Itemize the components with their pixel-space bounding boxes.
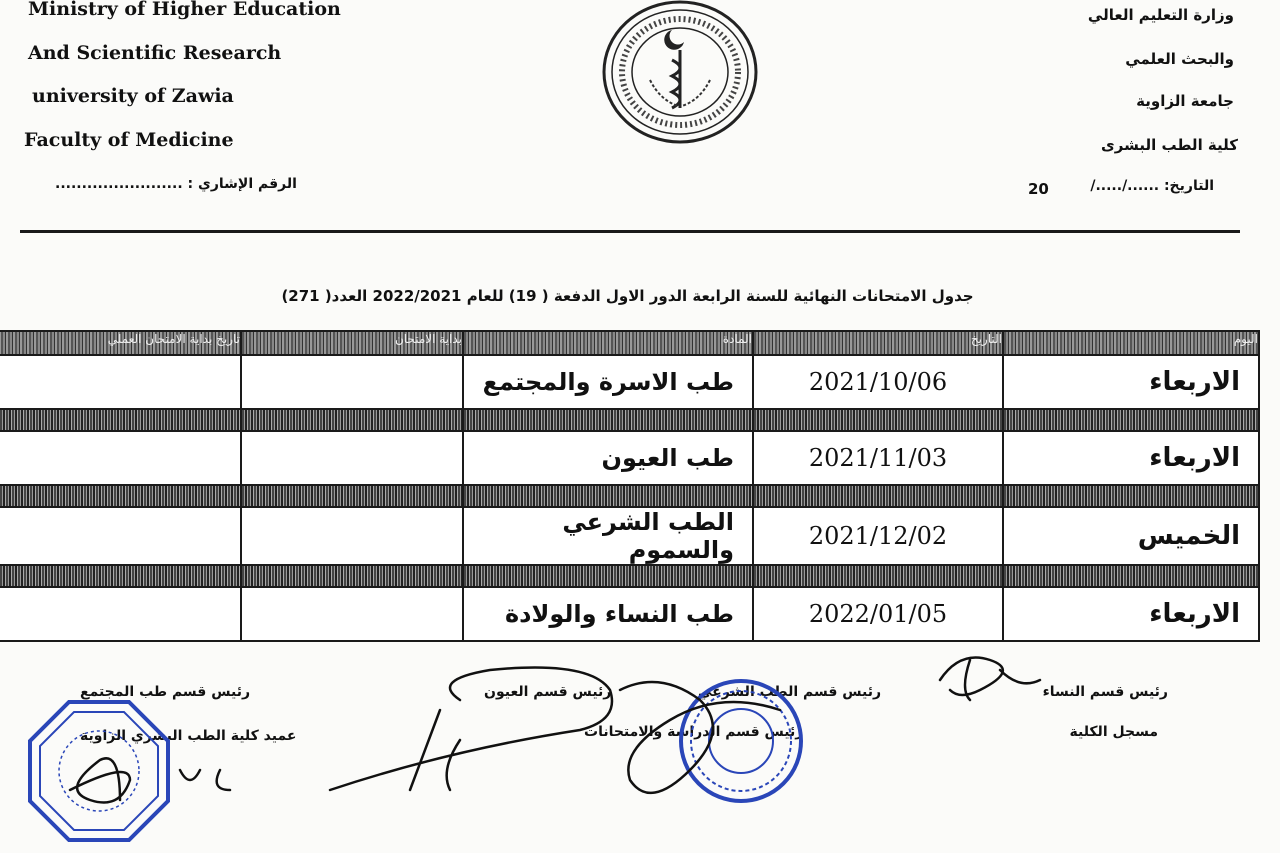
table-row (0, 355, 1259, 409)
column-header-practical: تاريخ بداية الامتحان العملي (0, 331, 241, 355)
column-header-day: اليوم (1003, 331, 1259, 355)
row-practical (0, 355, 241, 409)
header-ar-ministry: وزارة التعليم العالي (1087, 6, 1234, 24)
exam-schedule-table (0, 330, 1260, 642)
row-subject: طب الاسرة والمجتمع (463, 355, 753, 409)
header-ar-research: والبحث العلمي (1125, 50, 1234, 68)
header-en-university: university of Zawia (32, 85, 234, 107)
header-en-research: And Scientific Research (28, 42, 282, 64)
row-separator (0, 485, 1259, 507)
row-start (241, 355, 463, 409)
row-start (241, 431, 463, 485)
dean-label: عميد كلية الطب البشري الزاوية (80, 728, 297, 744)
row-separator (0, 409, 1259, 431)
registrar-label: مسجل الكلية (1069, 724, 1158, 740)
row-subject: طب النساء والولادة (463, 587, 753, 641)
row-practical (0, 587, 241, 641)
row-subject: الطب الشرعي والسموم (463, 507, 753, 565)
handwritten-signatures-icon (0, 640, 1280, 853)
column-header-date: التاريخ (753, 331, 1003, 355)
row-date: 2021/10/06 (753, 355, 1003, 409)
row-separator (0, 565, 1259, 587)
row-practical (0, 507, 241, 565)
table-header-row (0, 331, 1259, 355)
column-header-start: بداية الامتحان (241, 331, 463, 355)
row-day: الاربعاء (1003, 431, 1259, 485)
header-ar-faculty: كلية الطب البشرى (1100, 136, 1238, 154)
row-practical (0, 431, 241, 485)
column-header-subject: المادة (463, 331, 753, 355)
forensic-head-label: رئيس قسم الطب الشرعي (698, 684, 882, 700)
row-date: 2021/11/03 (753, 431, 1003, 485)
reference-number: الرقم الإشاري : ........................ (55, 176, 297, 192)
header-en-ministry: Ministry of Higher Education (28, 0, 341, 20)
row-day: الاربعاء (1003, 355, 1259, 409)
university-seal-icon (600, 0, 760, 150)
row-start (241, 507, 463, 565)
eye-head-label: رئيس قسم العيون (484, 684, 612, 700)
date-field: التاريخ: ....../...../ (1090, 178, 1214, 194)
row-start (241, 587, 463, 641)
header-en-faculty: Faculty of Medicine (24, 129, 234, 151)
schedule-title: جدول الامتحانات النهائية للسنة الرابعة الدور الاول الدفعة ( 19) للعام 2022/2021 العدد( 271) (281, 287, 974, 305)
header-divider (20, 230, 1240, 233)
studies-head-label: رئيس قسم الدراسة والامتحانات (584, 724, 804, 740)
row-date: 2022/01/05 (753, 587, 1003, 641)
row-day: الاربعاء (1003, 587, 1259, 641)
row-subject: طب العيون (463, 431, 753, 485)
gyn-head-label: رئيس قسم النساء (1042, 684, 1168, 700)
row-date: 2021/12/02 (753, 507, 1003, 565)
table-row (0, 587, 1259, 641)
community-head-label: رئيس قسم طب المجتمع (80, 684, 251, 700)
year-prefix: 20 (1028, 180, 1049, 198)
table-row (0, 507, 1259, 565)
table-row (0, 431, 1259, 485)
header-ar-university: جامعة الزاوية (1136, 92, 1234, 110)
row-day: الخميس (1003, 507, 1259, 565)
